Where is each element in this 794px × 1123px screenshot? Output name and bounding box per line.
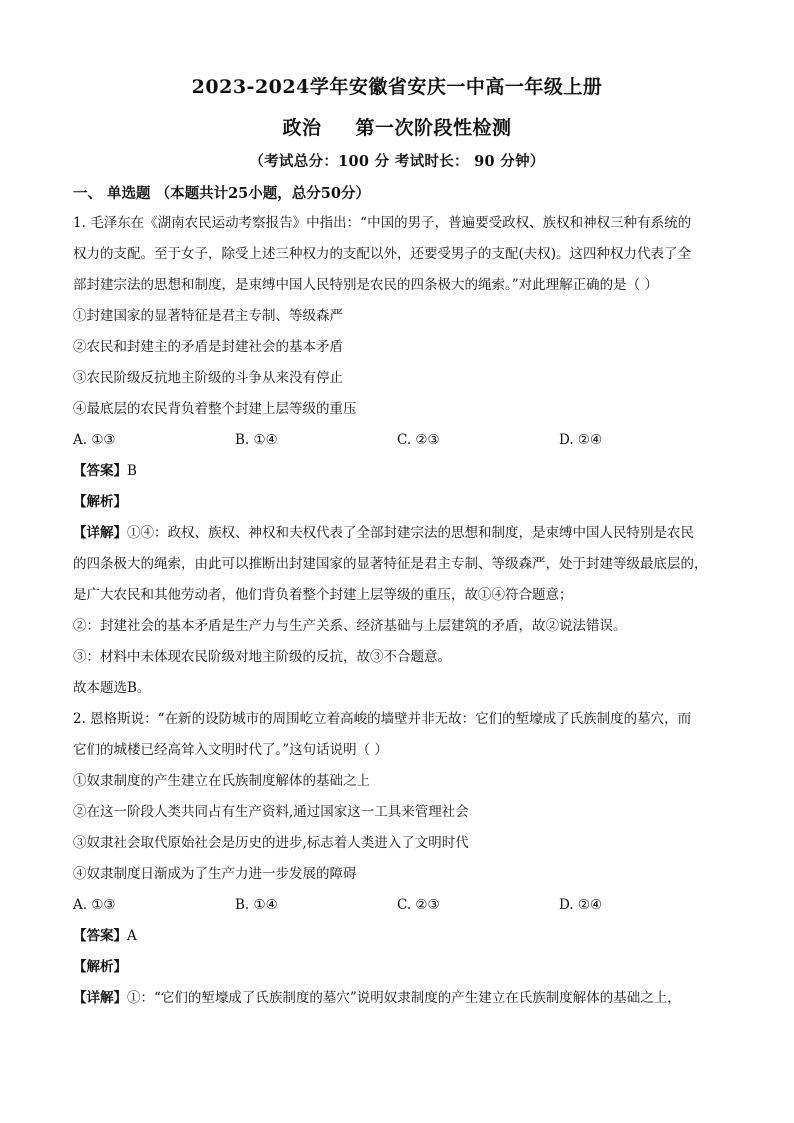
- q1-option-d: D. ②④: [559, 432, 603, 448]
- question-content: [73, 180, 735, 1014]
- q2-detail-line-1: [73, 983, 735, 1014]
- q2-stem-line-2: 它们的城楼已经高耸入文明时代了。”这句话说明（ ）: [73, 742, 388, 758]
- section-heading: 一、 单选题 （本题共计25小题，总分50分）: [73, 185, 370, 202]
- q1-stem-line-2: 权力的支配。至于女子，除受上述三种权力的支配以外，还要受男子的支配(夫权)。这四种权力代表了全: [73, 246, 692, 262]
- q1-detail-line-3: 是广大农民和其他劳动者，他们背负着整个封建上层等级的重压，故①④符合题意；: [73, 587, 573, 603]
- q2-detail-tag: 【详解】: [73, 990, 127, 1006]
- exam-subtitle: [0, 113, 794, 140]
- q2-answer-tag: 【答案】: [73, 928, 127, 944]
- q1-option-b: B. ①④: [235, 432, 278, 448]
- q2-option-c: C. ②③: [397, 897, 440, 913]
- q2-stem-line-1: 2. 恩格斯说：“在新的设防城市的周围屹立着高峻的墙壁并非无故：它们的堑壕成了氏族制度的墓穴，而: [73, 711, 692, 727]
- q1-conclusion: 故本题选B。: [73, 680, 151, 696]
- q2-item-2: ②在这一阶段人类共同占有生产资料,通过国家这一工具来管理社会: [73, 804, 469, 820]
- q2-answer-value: A: [127, 928, 137, 944]
- q1-answer-tag: 【答案】: [73, 463, 127, 479]
- q2-analysis-tag: 【解析】: [73, 959, 127, 975]
- q2-options: [73, 890, 735, 921]
- q1-detail-tag: 【详解】: [73, 525, 127, 541]
- q1-answer: [73, 456, 735, 487]
- q1-item-4: ④最底层的农民背负着整个封建上层等级的重压: [73, 401, 357, 417]
- q1-detail-line-1: [73, 518, 735, 549]
- exam-name: 第一次阶段性检测: [355, 117, 512, 139]
- q1-item-2: ②农民和封建主的矛盾是封建社会的基本矛盾: [73, 339, 343, 355]
- q2-item-3: ③奴隶社会取代原始社会是历史的进步,标志着人类进入了文明时代: [73, 835, 469, 851]
- q1-option-a: A. ①③: [73, 432, 116, 448]
- q1-detail-line-5: ③：材料中未体现农民阶级对地主阶级的反抗，故③不合题意。: [73, 649, 451, 665]
- q1-detail-line-4: ②：封建社会的基本矛盾是生产力与生产关系、经济基础与上层建筑的矛盾，故②说法错误。: [73, 618, 627, 634]
- q1-detail-text-1: ①④：政权、族权、神权和夫权代表了全部封建宗法的思想和制度，是束缚中国人民特别是农民: [127, 525, 694, 541]
- q1-option-c: C. ②③: [397, 432, 440, 448]
- q1-item-1: ①封建国家的显著特征是君主专制、等级森严: [73, 308, 343, 324]
- q2-option-d: D. ②④: [559, 897, 603, 913]
- exam-info: （考试总分：100 分 考试时长： 90 分钟）: [249, 153, 545, 170]
- q1-stem-line-1: 1. 毛泽东在《湖南农民运动考察报告》中指出：“中国的男子，普遍要受政权、族权和神权三种有系统的: [73, 215, 692, 231]
- subject-name: 政治: [282, 117, 322, 139]
- q2-item-1: ①奴隶制度的产生建立在氏族制度解体的基础之上: [73, 773, 370, 789]
- q2-answer: [73, 921, 735, 952]
- q1-stem-line-3: 部封建宗法的思想和制度，是束缚中国人民特别是农民的四条极大的绳索。”对此理解正确的是（ ）: [73, 277, 658, 293]
- q1-analysis-tag: 【解析】: [73, 494, 127, 510]
- q1-answer-value: B: [127, 463, 137, 479]
- q1-analysis: [73, 487, 735, 518]
- q2-item-4: ④奴隶制度日渐成为了生产力进一步发展的障碍: [73, 866, 357, 882]
- q2-option-b: B. ①④: [235, 897, 278, 913]
- q2-option-a: A. ①③: [73, 897, 116, 913]
- q2-analysis: [73, 952, 735, 983]
- q1-item-3: ③农民阶级反抗地主阶级的斗争从来没有停止: [73, 370, 343, 386]
- q1-options: [73, 425, 735, 456]
- q1-detail-line-2: 的四条极大的绳索，由此可以推断出封建国家的显著特征是君主专制、等级森严，处于封建等级最底层的，: [73, 556, 708, 572]
- q2-detail-text-1: ①：“它们的堑壕成了氏族制度的墓穴”说明奴隶制度的产生建立在氏族制度解体的基础之上，: [127, 990, 681, 1006]
- document-title: 2023-2024学年安徽省安庆一中高一年级上册: [191, 76, 603, 98]
